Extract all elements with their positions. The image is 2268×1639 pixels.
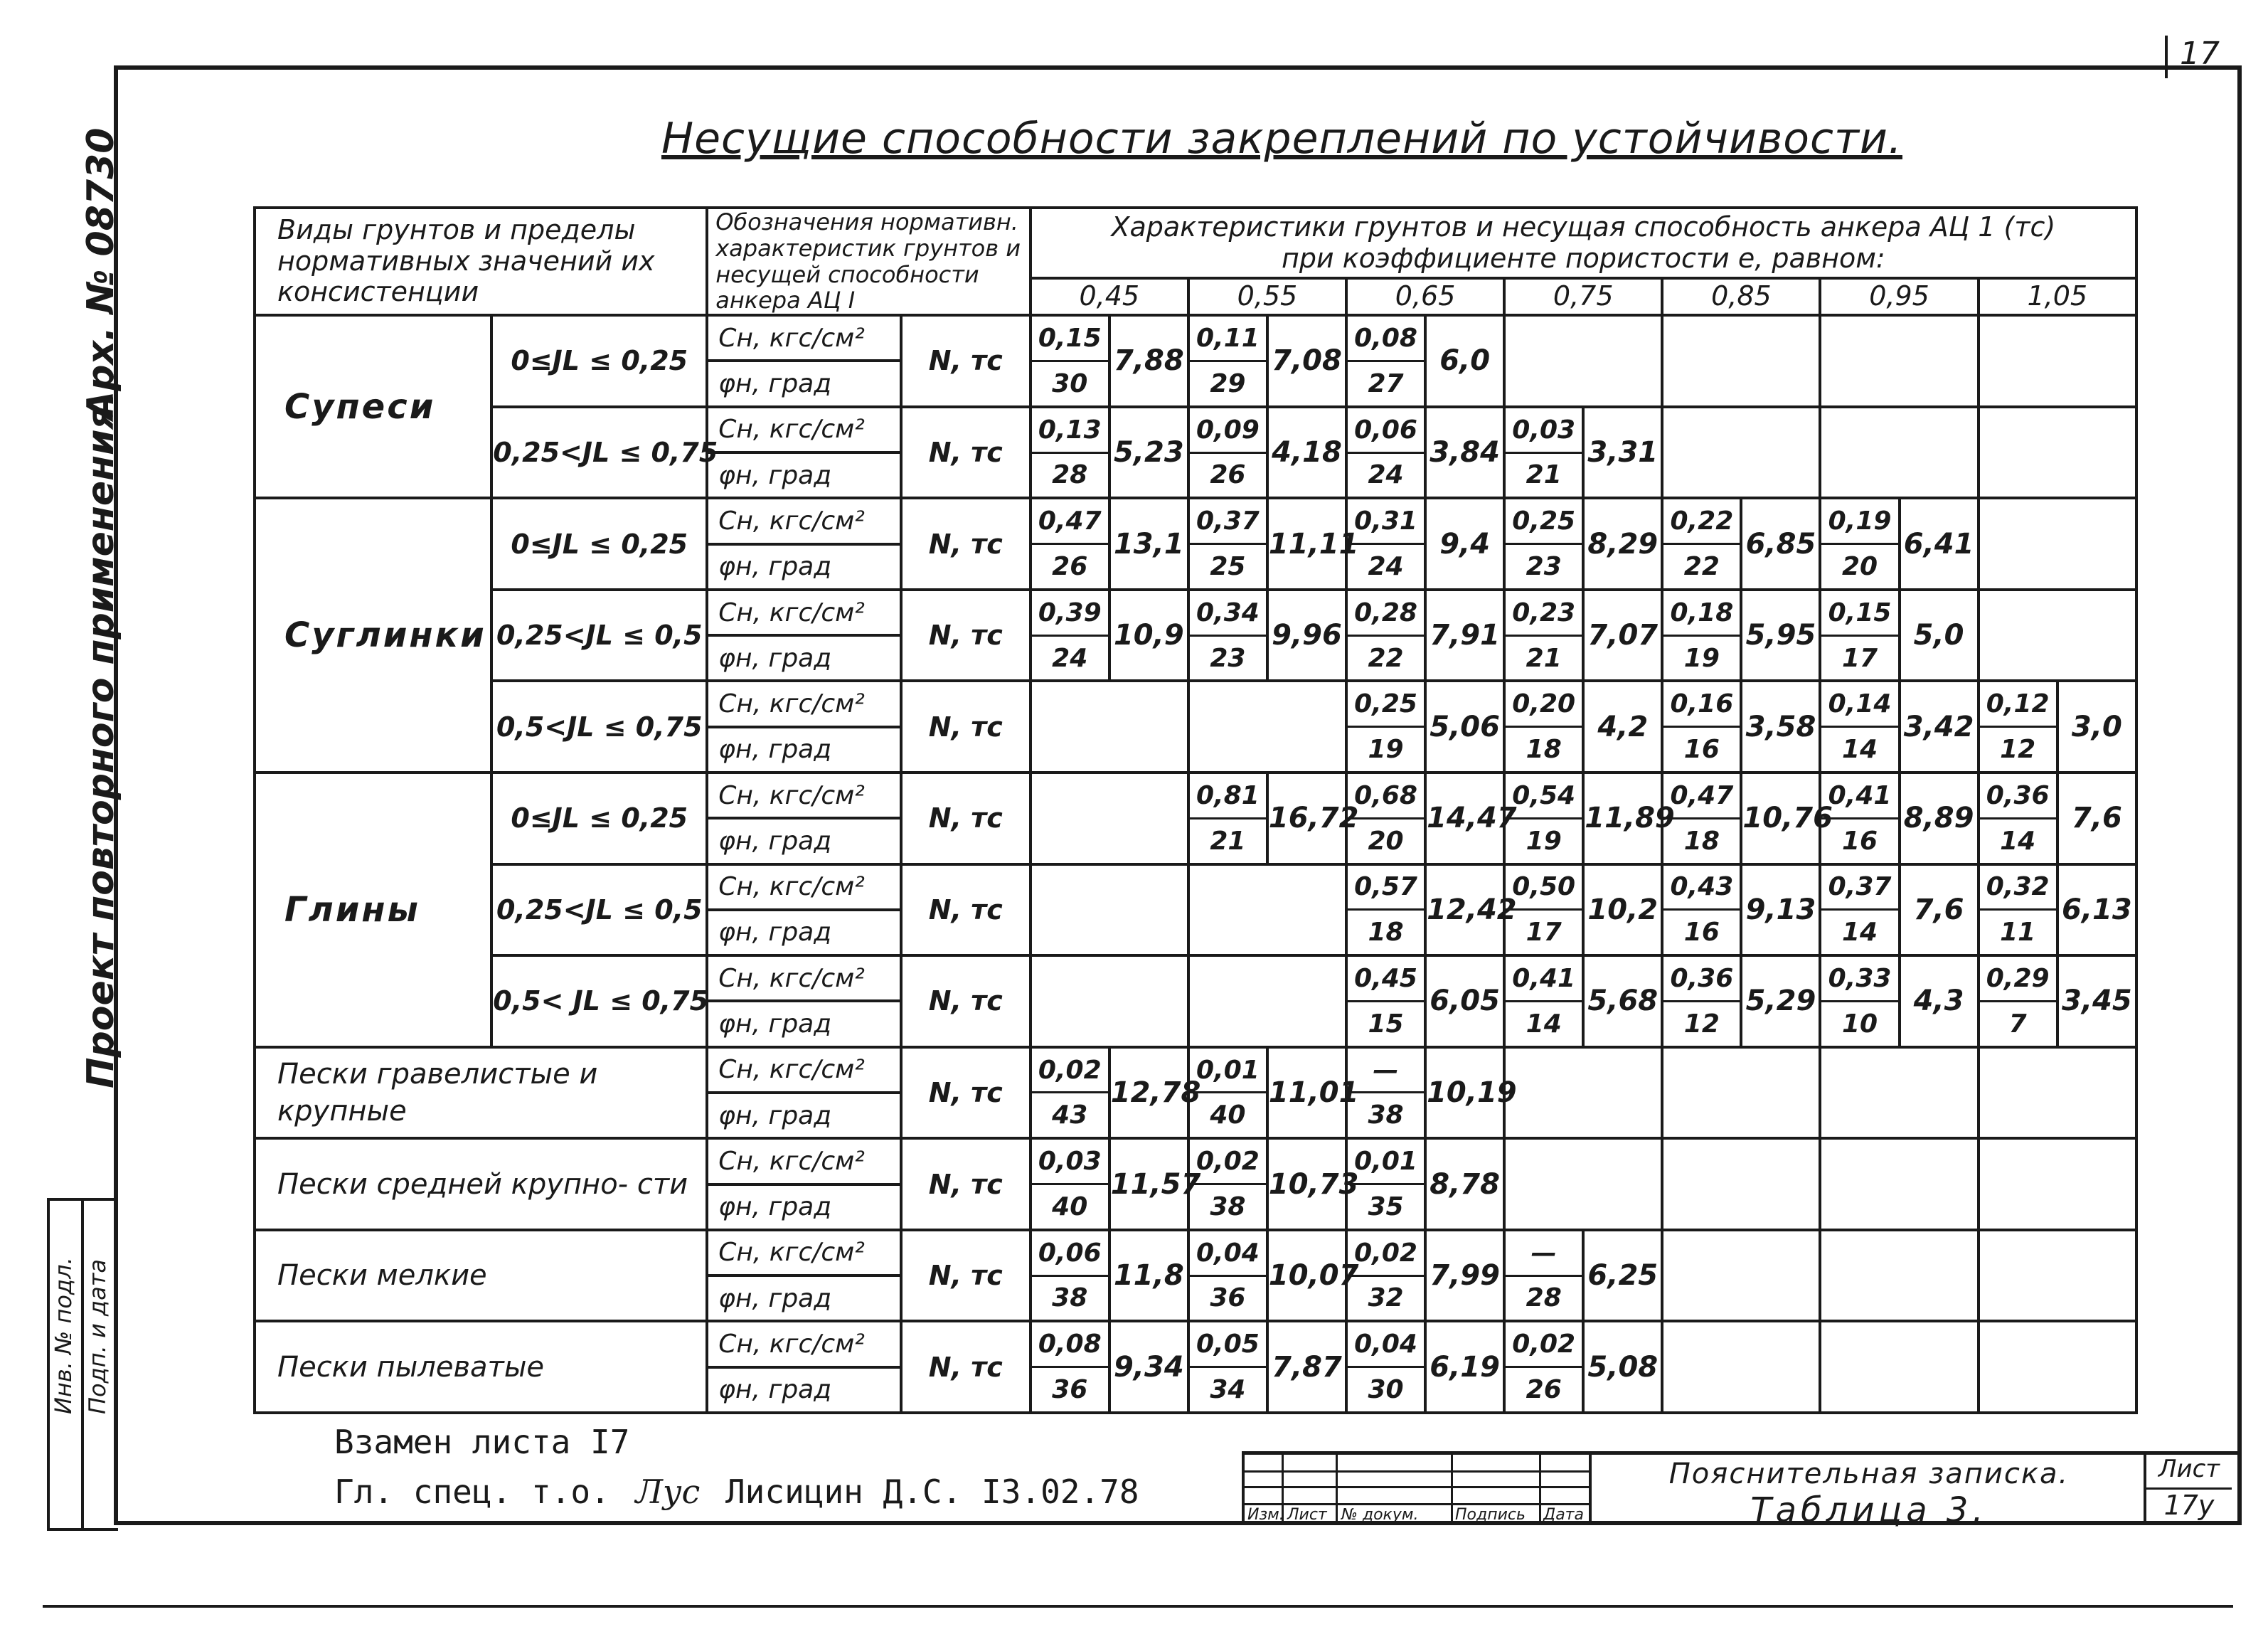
- table-row: [255, 1047, 2136, 1093]
- value-friction-angle: 12: [1662, 1001, 1741, 1046]
- value-cohesion: 0,15: [1031, 315, 1109, 361]
- value-cohesion: 0,22: [1662, 498, 1741, 543]
- empty-cell: [1662, 1321, 1820, 1413]
- consistency-range: 0≤JL ≤ 0,25: [491, 498, 707, 590]
- value-cohesion: 0,32: [1979, 864, 2057, 910]
- value-capacity: 10,19: [1425, 1047, 1504, 1139]
- value-friction-angle: 30: [1031, 361, 1109, 406]
- value-cohesion: —: [1346, 1047, 1425, 1093]
- empty-cell: [1979, 407, 2136, 499]
- value-friction-angle: 15: [1346, 1001, 1425, 1046]
- value-friction-angle: 26: [1504, 1367, 1583, 1413]
- value-cohesion: 0,45: [1346, 955, 1425, 1001]
- designation-friction-angle: φн, град: [707, 1367, 901, 1413]
- value-cohesion: 0,03: [1031, 1138, 1109, 1184]
- header-soil-types: Виды грунтов и пределы нормативных значений их консистенции: [255, 208, 707, 315]
- empty-cell: [1662, 1230, 1820, 1322]
- value-capacity: 11,8: [1109, 1230, 1188, 1322]
- porosity-header: 0,65: [1346, 278, 1504, 315]
- sheet-label: Лист: [2146, 1455, 2232, 1490]
- value-cohesion: 0,29: [1979, 955, 2057, 1001]
- designation-cohesion: Cн, кгс/см²: [707, 590, 901, 635]
- empty-cell: [1188, 681, 1346, 773]
- value-cohesion: 0,14: [1820, 681, 1899, 726]
- value-cohesion: 0,23: [1504, 590, 1583, 635]
- tb-col-document: № докум.: [1341, 1506, 1419, 1524]
- empty-cell: [1979, 315, 2136, 407]
- value-friction-angle: 19: [1504, 818, 1583, 864]
- value-cohesion: 0,04: [1346, 1321, 1425, 1367]
- table-row: [255, 1230, 2136, 1275]
- value-capacity: 7,99: [1425, 1230, 1504, 1322]
- value-friction-angle: 30: [1346, 1367, 1425, 1413]
- value-capacity: 7,08: [1267, 315, 1346, 407]
- value-friction-angle: 23: [1504, 544, 1583, 590]
- designation-capacity: N, тс: [901, 590, 1031, 681]
- value-capacity: 5,06: [1425, 681, 1504, 773]
- empty-cell: [1820, 1230, 1978, 1322]
- designation-friction-angle: φн, град: [707, 544, 901, 590]
- designation-cohesion: Cн, кгс/см²: [707, 315, 901, 361]
- designation-friction-angle: φн, град: [707, 727, 901, 773]
- value-capacity: 11,57: [1109, 1138, 1188, 1230]
- empty-cell: [1504, 315, 1662, 407]
- value-capacity: 6,0: [1425, 315, 1504, 407]
- value-cohesion: 0,08: [1346, 315, 1425, 361]
- value-cohesion: 0,68: [1346, 773, 1425, 818]
- value-capacity: 9,4: [1425, 498, 1504, 590]
- value-capacity: 7,6: [2057, 773, 2136, 864]
- empty-cell: [1031, 773, 1188, 864]
- value-cohesion: 0,36: [1979, 773, 2057, 818]
- soil-type: Супеси: [255, 315, 491, 498]
- designation-capacity: N, тс: [901, 864, 1031, 956]
- value-friction-angle: 18: [1346, 910, 1425, 955]
- table-row: [255, 407, 2136, 452]
- header-characteristics-line2: при коэффициенте пористости е, равном:: [1281, 242, 1885, 274]
- value-friction-angle: 34: [1188, 1367, 1267, 1413]
- value-capacity: 8,29: [1583, 498, 1662, 590]
- value-capacity: 4,18: [1267, 407, 1346, 499]
- value-friction-angle: 16: [1662, 910, 1741, 955]
- empty-cell: [1979, 1230, 2136, 1322]
- value-cohesion: 0,11: [1188, 315, 1267, 361]
- empty-cell: [1979, 1321, 2136, 1413]
- value-capacity: 8,89: [1900, 773, 1979, 864]
- sand-type: Пески мелкие: [255, 1230, 707, 1322]
- designation-cohesion: Cн, кгс/см²: [707, 407, 901, 452]
- value-cohesion: 0,41: [1820, 773, 1899, 818]
- designation-capacity: N, тс: [901, 681, 1031, 773]
- porosity-header: 0,45: [1031, 278, 1188, 315]
- value-cohesion: 0,81: [1188, 773, 1267, 818]
- value-friction-angle: 17: [1504, 910, 1583, 955]
- value-cohesion: 0,06: [1346, 407, 1425, 452]
- empty-cell: [1504, 1047, 1662, 1139]
- value-friction-angle: 21: [1504, 635, 1583, 681]
- value-friction-angle: 18: [1504, 727, 1583, 773]
- value-friction-angle: 32: [1346, 1275, 1425, 1321]
- side-inventory-box: [47, 1198, 118, 1531]
- table-number: Таблица 3.: [1750, 1490, 1988, 1530]
- value-capacity: 10,2: [1583, 864, 1662, 956]
- consistency-range: 0≤JL ≤ 0,25: [491, 773, 707, 864]
- title-block-sheet: [2144, 1455, 2232, 1524]
- value-capacity: 9,13: [1741, 864, 1820, 956]
- value-friction-angle: 36: [1188, 1275, 1267, 1321]
- table-row: [255, 498, 2136, 543]
- value-cohesion: 0,37: [1188, 498, 1267, 543]
- tb-grid-col: [1539, 1455, 1541, 1524]
- value-cohesion: 0,19: [1820, 498, 1899, 543]
- sheet-value: 17у: [2163, 1490, 2215, 1521]
- value-cohesion: 0,47: [1031, 498, 1109, 543]
- value-friction-angle: 7: [1979, 1001, 2057, 1046]
- value-capacity: 5,95: [1741, 590, 1820, 681]
- stamp-replaces: Взамен листа I7: [334, 1423, 630, 1461]
- value-friction-angle: 22: [1346, 635, 1425, 681]
- table-row: [255, 1321, 2136, 1367]
- table-row: [255, 315, 2136, 361]
- designation-friction-angle: φн, град: [707, 1184, 901, 1230]
- table-row: [255, 681, 2136, 726]
- sand-type: Пески средней крупно- сти: [255, 1138, 707, 1230]
- empty-cell: [1031, 681, 1188, 773]
- side-box-label-signature: Подп. и дата: [84, 1259, 111, 1414]
- value-cohesion: 0,02: [1346, 1230, 1425, 1275]
- value-capacity: 10,73: [1267, 1138, 1346, 1230]
- designation-cohesion: Cн, кгс/см²: [707, 1230, 901, 1275]
- porosity-header: 0,75: [1504, 278, 1662, 315]
- value-capacity: 5,08: [1583, 1321, 1662, 1413]
- tb-col-sheet: Лист: [1287, 1506, 1327, 1524]
- empty-cell: [1031, 955, 1188, 1047]
- value-capacity: 9,96: [1267, 590, 1346, 681]
- value-capacity: 11,89: [1583, 773, 1662, 864]
- value-cohesion: 0,02: [1504, 1321, 1583, 1367]
- value-friction-angle: 23: [1188, 635, 1267, 681]
- porosity-header: 0,85: [1662, 278, 1820, 315]
- value-capacity: 7,91: [1425, 590, 1504, 681]
- consistency-range: 0,25<JL ≤ 0,75: [491, 407, 707, 499]
- value-cohesion: 0,39: [1031, 590, 1109, 635]
- empty-cell: [1820, 407, 1978, 499]
- value-capacity: 13,1: [1109, 498, 1188, 590]
- value-capacity: 5,0: [1900, 590, 1979, 681]
- value-capacity: 10,07: [1267, 1230, 1346, 1322]
- designation-friction-angle: φн, град: [707, 1093, 901, 1138]
- table-row: [255, 955, 2136, 1001]
- value-capacity: 10,9: [1109, 590, 1188, 681]
- value-capacity: 6,19: [1425, 1321, 1504, 1413]
- stamp-approval-prefix: Гл. спец. т.о.: [334, 1473, 610, 1511]
- designation-friction-angle: φн, град: [707, 452, 901, 498]
- value-cohesion: 0,03: [1504, 407, 1583, 452]
- value-cohesion: 0,15: [1820, 590, 1899, 635]
- stamp-approval-suffix: Лисицин Д.С. I3.02.78: [725, 1473, 1139, 1511]
- value-friction-angle: 16: [1820, 818, 1899, 864]
- designation-cohesion: Cн, кгс/см²: [707, 864, 901, 910]
- value-friction-angle: 10: [1820, 1001, 1899, 1046]
- designation-friction-angle: φн, град: [707, 1275, 901, 1321]
- value-cohesion: 0,36: [1662, 955, 1741, 1001]
- empty-cell: [1820, 1321, 1978, 1413]
- designation-friction-angle: φн, град: [707, 635, 901, 681]
- tb-grid-col: [1451, 1455, 1453, 1524]
- value-cohesion: 0,18: [1662, 590, 1741, 635]
- stamp-approval: [334, 1473, 1139, 1522]
- value-friction-angle: 24: [1346, 452, 1425, 498]
- title-block-name: [1589, 1455, 2146, 1530]
- table-row: [255, 590, 2136, 635]
- empty-cell: [1188, 864, 1346, 956]
- value-cohesion: 0,47: [1662, 773, 1741, 818]
- designation-cohesion: Cн, кгс/см²: [707, 955, 901, 1001]
- value-capacity: 12,42: [1425, 864, 1504, 956]
- value-cohesion: 0,43: [1662, 864, 1741, 910]
- table-row: [255, 1138, 2136, 1184]
- value-capacity: 16,72: [1267, 773, 1346, 864]
- value-cohesion: 0,06: [1031, 1230, 1109, 1275]
- value-friction-angle: 14: [1979, 818, 2057, 864]
- value-cohesion: 0,28: [1346, 590, 1425, 635]
- side-archive-number: Арх. № 08730: [80, 127, 122, 420]
- value-friction-angle: 40: [1188, 1093, 1267, 1138]
- value-capacity: 7,07: [1583, 590, 1662, 681]
- soil-type: Глины: [255, 773, 491, 1047]
- designation-friction-angle: φн, град: [707, 910, 901, 955]
- designation-capacity: N, тс: [901, 1321, 1031, 1413]
- designation-cohesion: Cн, кгс/см²: [707, 1321, 901, 1367]
- title-block: [1242, 1451, 2237, 1530]
- consistency-range: 0,25<JL ≤ 0,5: [491, 864, 707, 956]
- value-capacity: 3,31: [1583, 407, 1662, 499]
- value-cohesion: 0,20: [1504, 681, 1583, 726]
- header-characteristics-line1: Характеристики грунтов и несущая способность анкера АЦ 1 (тс): [1111, 211, 2056, 243]
- table-row: [255, 864, 2136, 910]
- value-friction-angle: 12: [1979, 727, 2057, 773]
- designation-capacity: N, тс: [901, 773, 1031, 864]
- value-cohesion: 0,34: [1188, 590, 1267, 635]
- designation-cohesion: Cн, кгс/см²: [707, 498, 901, 543]
- value-capacity: 8,78: [1425, 1138, 1504, 1230]
- value-friction-angle: 40: [1031, 1184, 1109, 1230]
- value-capacity: 3,84: [1425, 407, 1504, 499]
- designation-friction-angle: φн, град: [707, 1001, 901, 1046]
- consistency-range: 0,25<JL ≤ 0,5: [491, 590, 707, 681]
- value-cohesion: 0,02: [1031, 1047, 1109, 1093]
- header-designations: Обозначения нормативн. характеристик грунтов и несущей способности анкера АЦ I: [707, 208, 1030, 315]
- designation-capacity: N, тс: [901, 955, 1031, 1047]
- value-cohesion: 0,09: [1188, 407, 1267, 452]
- revision-stamp: [334, 1423, 1139, 1522]
- value-cohesion: 0,33: [1820, 955, 1899, 1001]
- value-friction-angle: 14: [1820, 910, 1899, 955]
- table-header-row: [255, 208, 2136, 278]
- value-friction-angle: 14: [1504, 1001, 1583, 1046]
- value-friction-angle: 19: [1346, 727, 1425, 773]
- value-friction-angle: 26: [1031, 544, 1109, 590]
- empty-cell: [1662, 1138, 1820, 1230]
- value-friction-angle: 20: [1820, 544, 1899, 590]
- tb-col-signature: Подпись: [1455, 1506, 1526, 1524]
- title-block-revision-grid: [1242, 1455, 1592, 1524]
- designation-capacity: N, тс: [901, 1138, 1031, 1230]
- value-friction-angle: 36: [1031, 1367, 1109, 1413]
- value-friction-angle: 28: [1504, 1275, 1583, 1321]
- value-capacity: 6,41: [1900, 498, 1979, 590]
- value-cohesion: 0,02: [1188, 1138, 1267, 1184]
- value-friction-angle: 22: [1662, 544, 1741, 590]
- consistency-range: 0≤JL ≤ 0,25: [491, 315, 707, 407]
- bearing-capacity-table: [253, 206, 2138, 1414]
- value-friction-angle: 25: [1188, 544, 1267, 590]
- value-capacity: 7,87: [1267, 1321, 1346, 1413]
- value-cohesion: 0,57: [1346, 864, 1425, 910]
- value-friction-angle: 16: [1662, 727, 1741, 773]
- value-cohesion: 0,50: [1504, 864, 1583, 910]
- empty-cell: [1188, 955, 1346, 1047]
- empty-cell: [1979, 498, 2136, 590]
- value-capacity: 6,05: [1425, 955, 1504, 1047]
- empty-cell: [1820, 315, 1978, 407]
- value-friction-angle: 21: [1188, 818, 1267, 864]
- value-capacity: 7,6: [1900, 864, 1979, 956]
- value-capacity: 4,3: [1900, 955, 1979, 1047]
- designation-capacity: N, тс: [901, 1230, 1031, 1322]
- value-friction-angle: 35: [1346, 1184, 1425, 1230]
- signature: Лус: [635, 1473, 701, 1511]
- value-friction-angle: 38: [1346, 1093, 1425, 1138]
- value-friction-angle: 11: [1979, 910, 2057, 955]
- porosity-header: 0,95: [1820, 278, 1978, 315]
- tb-col-date: Дата: [1543, 1506, 1584, 1524]
- designation-friction-angle: φн, град: [707, 361, 901, 406]
- value-friction-angle: 21: [1504, 452, 1583, 498]
- designation-capacity: N, тс: [901, 1047, 1031, 1139]
- value-cohesion: 0,13: [1031, 407, 1109, 452]
- empty-cell: [1979, 1047, 2136, 1139]
- value-cohesion: 0,41: [1504, 955, 1583, 1001]
- value-capacity: 14,47: [1425, 773, 1504, 864]
- empty-cell: [1662, 315, 1820, 407]
- side-project-label: Проект повторного применения.: [80, 391, 122, 1088]
- value-cohesion: 0,31: [1346, 498, 1425, 543]
- value-cohesion: 0,12: [1979, 681, 2057, 726]
- value-capacity: 9,34: [1109, 1321, 1188, 1413]
- sand-type: Пески пылеватые: [255, 1321, 707, 1413]
- value-capacity: 6,25: [1583, 1230, 1662, 1322]
- empty-cell: [1820, 1047, 1978, 1139]
- value-capacity: 7,88: [1109, 315, 1188, 407]
- value-cohesion: 0,54: [1504, 773, 1583, 818]
- value-capacity: 6,13: [2057, 864, 2136, 956]
- consistency-range: 0,5<JL ≤ 0,75: [491, 681, 707, 773]
- designation-capacity: N, тс: [901, 315, 1031, 407]
- designation-cohesion: Cн, кгс/см²: [707, 1138, 901, 1184]
- value-cohesion: 0,25: [1346, 681, 1425, 726]
- value-capacity: 6,85: [1741, 498, 1820, 590]
- designation-friction-angle: φн, град: [707, 818, 901, 864]
- value-capacity: 12,78: [1109, 1047, 1188, 1139]
- value-friction-angle: 38: [1031, 1275, 1109, 1321]
- tb-grid-col: [1336, 1455, 1338, 1524]
- value-friction-angle: 19: [1662, 635, 1741, 681]
- value-capacity: 4,2: [1583, 681, 1662, 773]
- value-friction-angle: 18: [1662, 818, 1741, 864]
- porosity-header: 0,55: [1188, 278, 1346, 315]
- value-cohesion: 0,04: [1188, 1230, 1267, 1275]
- sand-type: Пески гравелистые и крупные: [255, 1047, 707, 1139]
- value-friction-angle: 14: [1820, 727, 1899, 773]
- designation-capacity: N, тс: [901, 407, 1031, 499]
- value-capacity: 3,0: [2057, 681, 2136, 773]
- header-characteristics: [1031, 208, 2136, 278]
- value-cohesion: 0,37: [1820, 864, 1899, 910]
- designation-cohesion: Cн, кгс/см²: [707, 773, 901, 818]
- value-capacity: 3,45: [2057, 955, 2136, 1047]
- value-friction-angle: 24: [1031, 635, 1109, 681]
- value-cohesion: 0,16: [1662, 681, 1741, 726]
- page-title: Несущие способности закреплений по устойчивости.: [661, 114, 1902, 164]
- value-capacity: 3,58: [1741, 681, 1820, 773]
- value-friction-angle: 26: [1188, 452, 1267, 498]
- value-friction-angle: 38: [1188, 1184, 1267, 1230]
- value-cohesion: 0,05: [1188, 1321, 1267, 1367]
- empty-cell: [1662, 1047, 1820, 1139]
- empty-cell: [1979, 1138, 2136, 1230]
- value-capacity: 3,42: [1900, 681, 1979, 773]
- table-row: [255, 773, 2136, 818]
- value-friction-angle: 20: [1346, 818, 1425, 864]
- designation-cohesion: Cн, кгс/см²: [707, 1047, 901, 1093]
- empty-cell: [1662, 407, 1820, 499]
- value-cohesion: 0,01: [1188, 1047, 1267, 1093]
- value-friction-angle: 17: [1820, 635, 1899, 681]
- corner-sheet-number: 17: [2165, 36, 2232, 78]
- value-capacity: 11,11: [1267, 498, 1346, 590]
- document-name: Пояснительная записка.: [1668, 1458, 2070, 1490]
- consistency-range: 0,5< JL ≤ 0,75: [491, 955, 707, 1047]
- empty-cell: [1031, 864, 1188, 956]
- tb-col-change: Изм.: [1247, 1506, 1284, 1524]
- value-capacity: 5,29: [1741, 955, 1820, 1047]
- value-cohesion: 0,01: [1346, 1138, 1425, 1184]
- value-friction-angle: 27: [1346, 361, 1425, 406]
- side-box-label-inventory: Инв. № подл.: [50, 1257, 77, 1414]
- value-capacity: 5,68: [1583, 955, 1662, 1047]
- porosity-header: 1,05: [1979, 278, 2136, 315]
- bottom-rule: [43, 1605, 2233, 1608]
- value-capacity: 5,23: [1109, 407, 1188, 499]
- designation-capacity: N, тс: [901, 498, 1031, 590]
- empty-cell: [1820, 1138, 1978, 1230]
- value-cohesion: —: [1504, 1230, 1583, 1275]
- value-friction-angle: 24: [1346, 544, 1425, 590]
- value-cohesion: 0,25: [1504, 498, 1583, 543]
- value-capacity: 11,01: [1267, 1047, 1346, 1139]
- value-friction-angle: 28: [1031, 452, 1109, 498]
- designation-cohesion: Cн, кгс/см²: [707, 681, 901, 726]
- empty-cell: [1979, 590, 2136, 681]
- value-friction-angle: 43: [1031, 1093, 1109, 1138]
- value-capacity: 10,76: [1741, 773, 1820, 864]
- soil-type: Суглинки: [255, 498, 491, 773]
- value-friction-angle: 29: [1188, 361, 1267, 406]
- value-cohesion: 0,08: [1031, 1321, 1109, 1367]
- empty-cell: [1504, 1138, 1662, 1230]
